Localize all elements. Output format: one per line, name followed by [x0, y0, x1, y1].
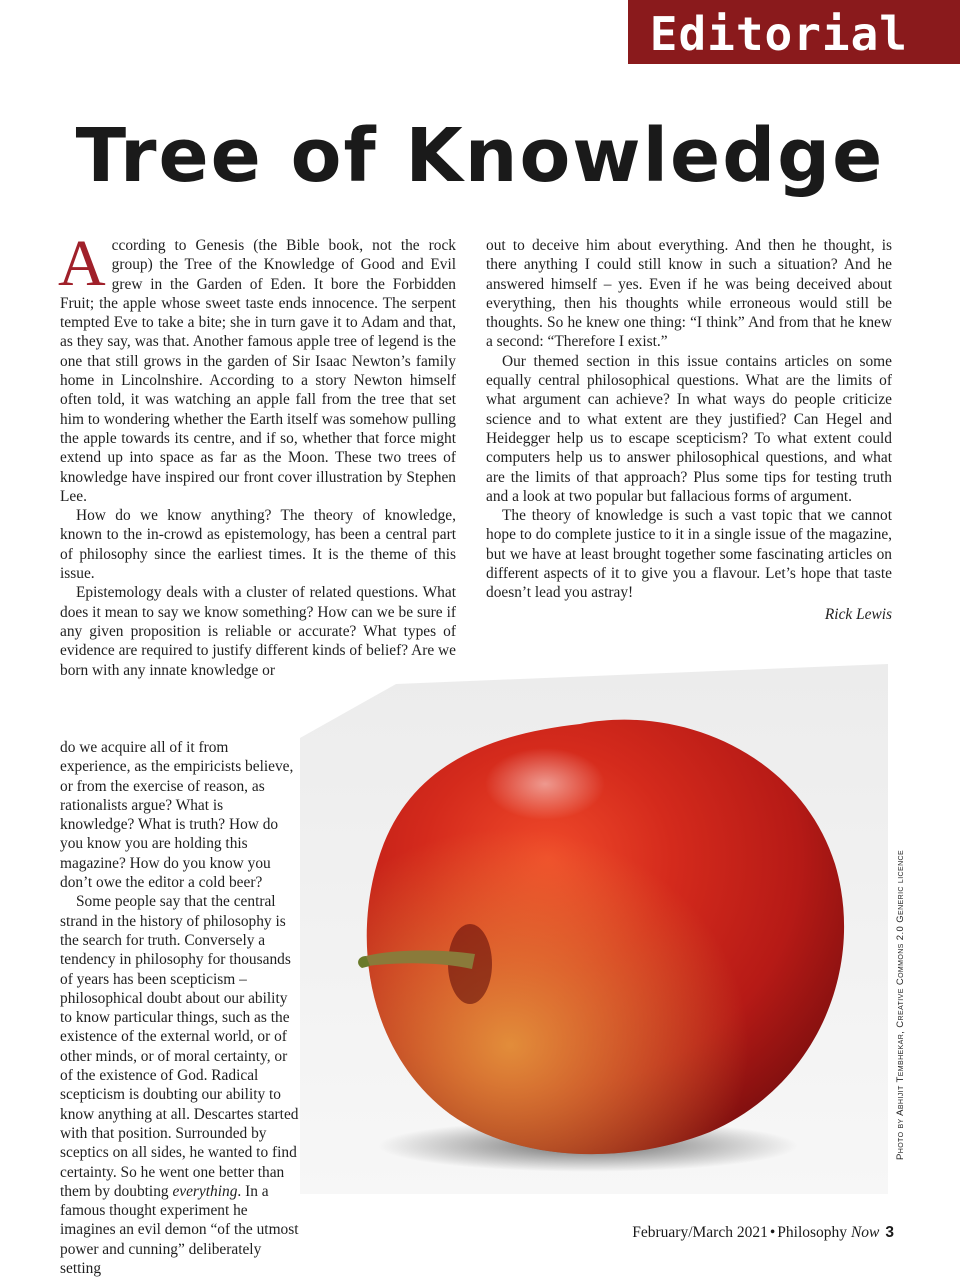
article-column-left [58, 227, 456, 680]
author-signature: Rick Lewis [824, 605, 892, 623]
paragraph-text: Some people say that the central strand in the history of philosophy is the search for truth. Conversely a tendency in philosophy for thousands of years has been scepticism – philosophical doubt about our ability to know particular things, such as the existence of the external world, or of other minds, or of moral certainty, or of the existence of God. Radical scepticism is doubting our ability to know anything at all. Descartes started with that position. Surrounded by sceptics on all sides, he wanted to find certainty. So he went one better than them by doubting [60, 893, 299, 1200]
bullet-separator: • [769, 1224, 776, 1241]
emphasis-text: everything [172, 1182, 238, 1200]
paragraph: Epistemology deals with a cluster of related questions. What does it mean to say we know something? How can we be sure if any given proposition is reliable or accurate? What types of evidence are required to justify different kinds of belief? Are we born with any innate knowledge or [60, 584, 456, 679]
magazine-name: Philosophy [777, 1224, 848, 1241]
magazine-name-italic: Now [850, 1224, 880, 1241]
page-footer [632, 1224, 894, 1242]
article-column-right [486, 236, 892, 624]
paragraph-text: . In a famous thought experiment he imagines an evil demon “of the utmost power and cunning” deliberately setting [60, 1182, 299, 1278]
paragraph: How do we know anything? The theory of knowledge, known to the in-crowd as epistemology, has been a central part of philosophy since the earliest times. It is the theme of this issue. [60, 507, 456, 583]
paragraph-continued: do we acquire all of it from experience, as the empiricists believe, or from the exercise of reason, as rationalists argue? What is knowledge? What is truth? How do you know you are holding this magazine? How do you know you don’t owe the editor a cold beer? [60, 739, 294, 892]
drop-cap: A [58, 227, 106, 300]
paragraph: Our themed section in this issue contains articles on some equally central philosophical questions. What are the limits of what argument can achieve? In what ways do people criticize science and to what extent are they justified? Can Hegel and Heidegger help us to escape scepticism? To what extent could computers help us to answer philosophical questions, and what are the limits of that approach? Plus some tips for testing truth and a look at two popular but fallacious forms of argument. [486, 352, 892, 505]
paragraph-intro-text: ccording to Genesis (the Bible book, not the rock group) the Tree of the Knowledge of Good and Evil grew in the Garden of Eden. It bore the Forbidden Fruit; the apple whose sweet taste ends innocence. The serpent tempted Eve to take a bite; she in turn gave it to Adam and that, as they say, was that. Another famous apple tree of legend is the one that still grows in the garden of Sir Isaac Newton’s family home in Lincolnshire. According to a story Newton himself often told, it was watching an apple fall from the tree that set him to wondering whether the Earth itself was somehow pulling the apple towards its centre, and if so, whether that force might extend up into space as far as the Moon. These two trees of knowledge have inspired our front cover illustration by Stephen Lee. [60, 237, 456, 505]
section-banner [628, 0, 960, 64]
paragraph-intro [58, 227, 456, 506]
paragraph-continued: out to deceive him about everything. And then he thought, is there anything I could still know in such a situation? And he answered himself – yes. Even if he was being deceived about everything, then his thoughts while erroneous would still be thoughts. So he knew one thing: “I think” And from that he knew a second: “Therefore I exist.” [486, 237, 892, 351]
photo-credit: Photo by Abhijit Tembhekar, Creative Commons 2.0 Generic licence [895, 849, 906, 1160]
paragraph: The theory of knowledge is such a vast topic that we cannot hope to do complete justice to it in a single issue of the magazine, but we have at least brought together some fascinating articles on different aspects of it to give you a flavour. Let’s hope that taste doesn’t lead you astray! [486, 507, 892, 602]
page-title: Tree of Knowledge [75, 113, 885, 199]
article-column-left-narrow [60, 738, 300, 1278]
apple-photo [300, 664, 888, 1194]
section-label: Editorial [649, 7, 908, 61]
paragraph [60, 892, 300, 1278]
issue-date: February/March 2021 [632, 1224, 768, 1241]
page-number: 3 [885, 1224, 894, 1241]
